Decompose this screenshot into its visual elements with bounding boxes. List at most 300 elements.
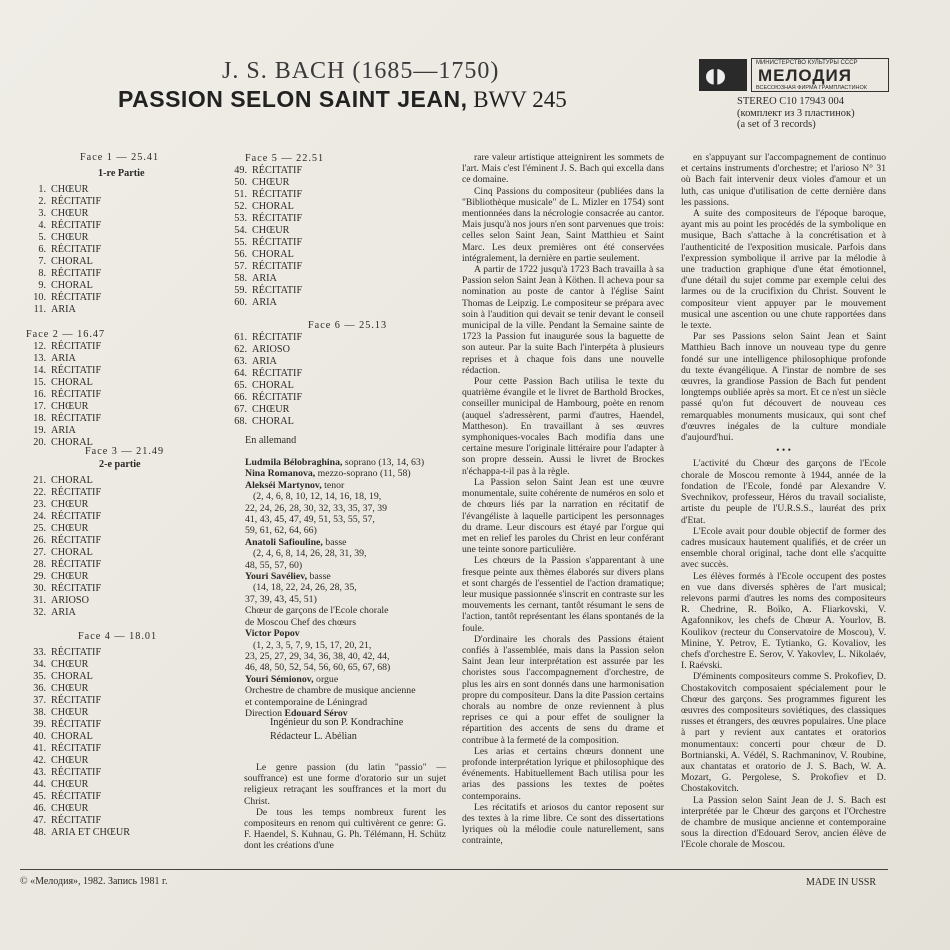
track-title: RÉCITATIF [51, 583, 102, 594]
track-title: RÉCITATIF [51, 559, 102, 570]
track-item [22, 353, 105, 365]
performer-detail: 22, 24, 26, 28, 30, 32, 33, 35, 37, 39 [245, 502, 388, 514]
track-number: 27. [33, 547, 46, 558]
track-title: RÉCITATIF [252, 189, 303, 200]
face-heading: Face 2 — 16.47 [26, 329, 106, 340]
track-number: 7. [38, 256, 46, 267]
performer-name: Victor Popov [245, 628, 300, 640]
performer-line [245, 640, 424, 651]
track-number: 23. [33, 499, 46, 510]
track-number: 58. [234, 273, 247, 284]
track-title: CHORAL [51, 475, 93, 486]
part-heading: 2-e partie [99, 459, 141, 470]
track-item [22, 707, 157, 719]
paragraph: • • • [776, 445, 791, 457]
track-title: RÉCITATIF [51, 815, 102, 826]
performer-name: Edouard Sérov [284, 707, 348, 719]
track-item [223, 392, 387, 404]
track-title: CHORAL [51, 731, 93, 742]
performer-detail: (14, 18, 22, 24, 26, 28, 35, [253, 582, 357, 594]
track-item [22, 365, 105, 377]
paragraph: L'Ecole avait pour double objectif de former des cadres musicaux hautement qualifiés, et de créer un ensemble choral original, tache dont elle s'acquitte avec succès. [681, 525, 886, 571]
melodiya-emblem-icon: ◖◗ [699, 59, 747, 91]
track-item [22, 341, 105, 353]
track-number: 57. [234, 261, 247, 272]
track-title: RÉCITATIF [252, 332, 303, 343]
track-number: 33. [33, 647, 46, 658]
track-title: CHORAL [252, 201, 294, 212]
face-heading: Face 6 — 25.13 [308, 320, 388, 331]
track-item [22, 244, 159, 256]
editor: Rédacteur L. Abélian [270, 731, 357, 742]
copyright: © «Мелодия», 1982. Запись 1981 г. [20, 876, 168, 887]
paragraph: Pour cette Passion Bach utilisa le texte du quatrième évangile et le livret de Barthold Brockes, conseiller municipal de Hambourg, poète en renom (auquel s'adressèrent, parmi d'autres, Haendel, Mattheson). En travaillant à ses œuvres symphoniques-vocales Bach modifia dans une certaine mesure l'originale littéraire pour l'adapter à son propre dessein. Aussi le livret de Brockes n'échappa-t-il pas à la règle. [462, 376, 664, 477]
track-item [22, 280, 159, 292]
track-number: 48. [33, 827, 46, 838]
track-item [22, 671, 157, 683]
performer-line [245, 525, 424, 536]
track-item [223, 213, 324, 225]
performer-line [245, 662, 424, 673]
track-number: 55. [234, 237, 247, 248]
track-item [223, 189, 324, 201]
performer-line [245, 560, 424, 571]
track-item [223, 225, 324, 237]
track-title: RÉCITATIF [51, 413, 102, 424]
paragraph: Les récitatifs et ariosos du cantor reposent sur des textes à la rime libre. Ce sont des dissertations lyriques où la mélodie coule naturellement, sans contrainte, [462, 801, 664, 847]
track-number: 60. [234, 297, 247, 308]
performer-detail: (2, 4, 6, 8, 14, 26, 28, 31, 39, [253, 548, 367, 560]
performer-name: Anatoli Safiouline, [245, 536, 323, 548]
performer-detail: 41, 43, 45, 47, 49, 51, 53, 55, 57, [245, 514, 375, 526]
performer-name: Youri Savéliev, [245, 571, 308, 583]
track-number: 64. [234, 368, 247, 379]
track-item [223, 201, 324, 213]
performer-detail: de Moscou Chef des chœurs [245, 616, 357, 628]
track-number: 19. [33, 425, 46, 436]
track-number: 45. [33, 791, 46, 802]
track-item [22, 743, 157, 755]
track-title: RÉCITATIF [51, 389, 102, 400]
performer-detail: (1, 2, 3, 5, 7, 9, 15, 17, 20, 21, [253, 639, 372, 651]
track-number: 61. [234, 332, 247, 343]
performer-name: Nina Romanova, [245, 468, 316, 480]
paragraph: A partir de 1722 jusqu'à 1723 Bach travailla à sa Passion selon Saint Jean à Köthen. Il acheva pour sa nomination au poste de cantor à l'église Saint Thomas de Leipzig. Le compositeur se prépara avec soin à l'audition qui devait se tenir devant le conseil municipal de la ville. Pendant la Semaine sainte de 1723 la Passion fut inaugurée sous la baguette de son auteur. Par la suite Bach l'interpéta à plusieurs reprises et à chaque fois dans une nouvelle rédaction. [462, 264, 664, 376]
track-title: RÉCITATIF [51, 511, 102, 522]
track-item [22, 559, 164, 571]
track-item [223, 237, 324, 249]
track-title: CHŒUR [51, 683, 89, 694]
track-title: CHORAL [51, 377, 93, 388]
track-title: RÉCITATIF [51, 535, 102, 546]
performer-detail: 46, 48, 50, 52, 54, 56, 60, 65, 67, 68) [245, 662, 391, 674]
track-number: 41. [33, 743, 46, 754]
track-title: CHŒUR [51, 755, 89, 766]
track-title: RÉCITATIF [51, 268, 102, 279]
track-title: CHORAL [51, 256, 93, 267]
track-item [223, 344, 387, 356]
track-title: RÉCITATIF [252, 285, 303, 296]
performer-line [245, 491, 424, 502]
track-number: 26. [33, 535, 46, 546]
track-number: 42. [33, 755, 46, 766]
performer-detail: 37, 39, 43, 45, 51) [245, 593, 317, 605]
track-item [223, 416, 387, 428]
track-title: RÉCITATIF [51, 719, 102, 730]
performer-line [245, 548, 424, 559]
paragraph: D'éminents compositeurs comme S. Prokofiev, D. Chostakovitch composaient spécialement pour le Chœur des garçons. Ses programmes figurent les œuvres des compositeurs soviétiques, des classiques russes et étrangers, des œuvres populaires. Une place à part y revient aux cantates et oratorios monumentaux: concerti pour chœur de D. Bortnianski, A. Védél, S. Rachmaninov, V. Roubine, aux chantatas et oratorio de J. S. Bach, W. A. Mozart, G. Pergolese, S. Prokofiev et D. Chostakovitch. [681, 671, 886, 795]
language-note: En allemand [245, 435, 297, 446]
track-number: 54. [234, 225, 247, 236]
track-title: RÉCITATIF [51, 695, 102, 706]
paragraph: Les chœurs de la Passion s'apparentant à une fresque peinte aux thèmes élaborés sur divers plans et sont chargés de l'essentiel de l'action dramatique; leur musique passionnée s'inscrit en contraste sur les mouvements les cernant, tantôt résumant le sens de l'action, tantôt représentant les élans spontanés de la foule. [462, 555, 664, 634]
track-title: CHORAL [51, 671, 93, 682]
face-1 [33, 152, 160, 316]
performer-detail: 59, 61, 62, 64, 66) [245, 525, 317, 537]
paragraph: Les arias et certains chœurs donnent une profonde interprétation lyrique et philosophique des événements. Habituellement Bach utilisa pour les arias des passions les textes de poètes contemporains. [462, 745, 664, 802]
track-item [223, 332, 387, 344]
track-title: CHŒUR [51, 571, 89, 582]
track-title: RÉCITATIF [252, 165, 303, 176]
track-title: CHŒUR [252, 404, 290, 415]
track-item [22, 220, 159, 232]
performer-line [245, 468, 424, 479]
performer-detail: 23, 25, 27, 29, 34, 36, 38, 40, 42, 44, [245, 650, 390, 662]
face-4 [33, 631, 158, 839]
track-title: RÉCITATIF [252, 368, 303, 379]
track-item [223, 404, 387, 416]
set-info-en: (a set of 3 records) [737, 119, 816, 130]
track-item [22, 571, 164, 583]
track-number: 49. [234, 165, 247, 176]
track-number: 4. [38, 220, 46, 231]
performer-detail: tenor [321, 479, 345, 491]
paragraph: De tous les temps nombreux furent les compositeurs en renom qui cultivèrent ce genre: G. F. Haendel, S. Kuhnau, G. Ph. Télémann, H. Schütz dont les créations d'une [244, 806, 446, 852]
track-number: 52. [234, 201, 247, 212]
performer-detail: orgue [313, 673, 339, 685]
performer-detail: et contemporaine de Léningrad [245, 696, 368, 708]
track-number: 14. [33, 365, 46, 376]
track-item [22, 695, 157, 707]
track-title: RÉCITATIF [51, 341, 102, 352]
track-item [22, 196, 159, 208]
track-item [223, 165, 324, 177]
performers-list [245, 457, 424, 719]
track-item [22, 487, 164, 499]
track-title: CHŒUR [51, 659, 89, 670]
performer-detail: basse [307, 571, 331, 583]
track-title: ARIA [51, 607, 76, 618]
track-title: CHŒUR [51, 232, 89, 243]
paragraph: A suite des compositeurs de l'époque baroque, ayant mis au point les procédés de la symbolique en musique, Bach s'attache à la concrétisation et à l'authenticité de l'exposition musicale. Parfois dans l'expression symbolique il arrive par la mélodie à une traduction graphique d'une état émotionnel, d'une détail du sujet comme par exemple celui des larmes ou de la crucifixion du Christ. Souvent le compositeur vient appuyer par le mouvement musical une ascention ou une chute rapportées dans le texte. [681, 208, 886, 332]
track-item [22, 184, 159, 196]
track-title: RÉCITATIF [51, 220, 102, 231]
logo-name: МЕЛОДИЯ [758, 66, 852, 85]
performer-line [245, 617, 424, 628]
track-number: 9. [38, 280, 46, 291]
paragraph: La Passion selon Saint Jean est une œuvre monumentale, suite cohérente de numéros en solo et de chœurs liés par la narration en récitatif de l'évangéliste à laquelle participent les personnages du drame. Leur discours est étayé par l'orgue qui met en relief les paroles du Christ en leur conférant une teinte sonore particulière. [462, 476, 664, 556]
track-number: 50. [234, 177, 247, 188]
track-title: CHŒUR [51, 208, 89, 219]
logo-ministry: МИНИСТЕРСТВО КУЛЬТУРЫ СССР [756, 60, 858, 66]
track-number: 39. [33, 719, 46, 730]
track-number: 43. [33, 767, 46, 778]
track-number: 16. [33, 389, 46, 400]
track-number: 44. [33, 779, 46, 790]
track-number: 62. [234, 344, 247, 355]
logo-firm: ВСЕСОЮЗНАЯ ФИРМА ГРАМПЛАСТИНОК [756, 85, 867, 91]
performer-detail: Orchestre de chambre de musique ancienne [245, 685, 416, 697]
track-title: RÉCITATIF [51, 196, 102, 207]
notes-column-2 [681, 152, 886, 851]
track-number: 13. [33, 353, 46, 364]
track-title: RÉCITATIF [252, 261, 303, 272]
track-item [22, 827, 157, 839]
track-item [22, 683, 157, 695]
face-5 [234, 153, 325, 309]
track-title: CHŒUR [51, 707, 89, 718]
track-number: 3. [38, 208, 46, 219]
track-item [22, 659, 157, 671]
track-title: CHŒUR [51, 803, 89, 814]
composer-title: J. S. BACH (1685—1750) [222, 58, 500, 84]
track-item [22, 547, 164, 559]
track-item [22, 803, 157, 815]
intro-text [244, 762, 446, 852]
performer-line [245, 571, 424, 582]
track-number: 15. [33, 377, 46, 388]
performer-line [245, 503, 424, 514]
track-number: 12. [33, 341, 46, 352]
track-number: 47. [33, 815, 46, 826]
track-number: 25. [33, 523, 46, 534]
face-heading: Face 1 — 25.41 [80, 152, 160, 163]
track-item [22, 208, 159, 220]
track-item [22, 511, 164, 523]
melodiya-logo-text [751, 58, 889, 92]
track-number: 1. [38, 184, 46, 195]
track-title: ARIOSO [252, 344, 290, 355]
face-heading: Face 3 — 21.49 [85, 446, 165, 457]
paragraph: Cinq Passions du compositeur (publiées dans la "Bibliothèque musicale" de L. Mizler en 1754) sont mentionnées dans la nécrologie consacrée au cantor. Mais jusqu'à nos jours n'en sont parvenues que trois: celles selon Saint Jean, Saint Matthieu et Saint Marc. Les deux premières ont été conservées intégralement, la dernière en partie seulement. [462, 185, 664, 264]
track-item [223, 380, 387, 392]
track-item [223, 177, 324, 189]
performer-name: Alekséi Martynov, [245, 479, 322, 491]
track-number: 6. [38, 244, 46, 255]
performer-name: Ludmila Bélobraghina, [245, 457, 343, 468]
track-number: 38. [33, 707, 46, 718]
face-6 [234, 320, 388, 428]
track-number: 18. [33, 413, 46, 424]
performer-line [245, 582, 424, 593]
performer-line [245, 605, 424, 616]
track-title: RÉCITATIF [51, 767, 102, 778]
track-item [22, 779, 157, 791]
performer-line [245, 457, 424, 468]
track-item [22, 607, 164, 619]
paragraph: L'activité du Chœur des garçons de l'Ecole chorale de Moscou remonte à 1944, année de la fondation de l'Ecole, fondé par Alexandre V. Svechnikov, professeur, Héros du travail socialiste, artiste du peuple de l'U.R.S.S., lauréat des prix d'Etat. [681, 458, 886, 526]
performer-detail: (2, 4, 6, 8, 10, 12, 14, 16, 18, 19, [253, 491, 382, 503]
track-number: 21. [33, 475, 46, 486]
track-title: CHORAL [252, 416, 294, 427]
track-item [22, 413, 105, 425]
track-number: 51. [234, 189, 247, 200]
paragraph: D'ordinaire les chorals des Passions étaient confiés à l'assemblée, mais dans la Passion selon Saint Jean leur interprétation est assurée par les choristes sous l'accompagnement d'orchestre, de plus les airs en sont donnés dans une harmonisation propre du compositeur. Dans la dite Passion certains chorals au nombre de onze reviennent à plus reprises ce qui a pour effet de souligner la répartition des accents de sens du drame et contribue à la fermeté de la composition. [462, 633, 664, 746]
track-item [22, 499, 164, 511]
track-title: CHORAL [51, 547, 93, 558]
catalog-info [737, 96, 855, 131]
track-item [22, 755, 157, 767]
track-title: RÉCITATIF [51, 647, 102, 658]
track-number: 28. [33, 559, 46, 570]
track-title: RÉCITATIF [252, 392, 303, 403]
track-title: CHORAL [51, 280, 93, 291]
track-item [22, 791, 157, 803]
performer-line [245, 628, 424, 639]
performer-line [245, 697, 424, 708]
track-number: 53. [234, 213, 247, 224]
track-item [223, 297, 324, 309]
track-item [22, 767, 157, 779]
paragraph: Les élèves formés à l'Ecole occupent des postes en vue dans diversés sphères de l'art musical; relevons parmi d'autres les noms des compositeurs R. Chedrine, R. Boïko, A. Fliarkovski, V. Agafonnikov, les chefs de Chœur A. Yourlov, B. Koulikov (recteur du Conservatoire de Moscou), V. Minine, Y. Petrov, E. Tytianko, G. Kovaliov, les chefs d'orchestre E. Serov, V. Yakovlev, L. Nikolaév, I. Raévski. [681, 570, 886, 672]
track-item [22, 268, 159, 280]
track-number: 37. [33, 695, 46, 706]
track-title: RÉCITATIF [252, 213, 303, 224]
work-catalog: BWV 245 [473, 87, 567, 112]
credits [270, 716, 403, 744]
track-number: 5. [38, 232, 46, 243]
track-number: 10. [33, 292, 46, 303]
work-title [118, 86, 567, 113]
track-item [22, 425, 105, 437]
track-title: ARIA [51, 353, 76, 364]
notes-column-1 [462, 152, 664, 847]
track-number: 32. [33, 607, 46, 618]
track-item [22, 304, 159, 316]
performer-detail: Chœur de garçons de l'Ecole chorale [245, 605, 389, 617]
performer-line [245, 480, 424, 491]
performer-line [245, 537, 424, 548]
footer-divider [20, 869, 888, 870]
track-item [223, 368, 387, 380]
track-item [223, 285, 324, 297]
track-item [22, 595, 164, 607]
track-title: RÉCITATIF [51, 791, 102, 802]
track-number: 24. [33, 511, 46, 522]
track-number: 22. [33, 487, 46, 498]
track-item [22, 535, 164, 547]
track-item [223, 273, 324, 285]
track-item [22, 583, 164, 595]
track-item [22, 719, 157, 731]
track-number: 56. [234, 249, 247, 260]
track-item [223, 249, 324, 261]
track-number: 67. [234, 404, 247, 415]
track-title: RÉCITATIF [51, 365, 102, 376]
track-number: 11. [33, 304, 46, 315]
track-title: CHŒUR [51, 184, 89, 195]
face-2 [26, 329, 105, 449]
track-number: 34. [33, 659, 46, 670]
part-heading: 1-re Partie [98, 168, 145, 179]
track-title: RÉCITATIF [252, 237, 303, 248]
track-title: CHŒUR [51, 499, 89, 510]
track-number: 36. [33, 683, 46, 694]
performer-line [245, 594, 424, 605]
performer-detail: basse [322, 536, 347, 548]
track-number: 68. [234, 416, 247, 427]
track-title: ARIA [252, 297, 277, 308]
track-number: 46. [33, 803, 46, 814]
track-number: 8. [38, 268, 46, 279]
track-title: RÉCITATIF [51, 244, 102, 255]
track-number: 2. [38, 196, 46, 207]
track-title: ARIA [51, 425, 76, 436]
track-title: CHŒUR [51, 523, 89, 534]
performer-detail: 48, 55, 57, 60) [245, 559, 303, 571]
track-title: ARIA [51, 304, 76, 315]
track-title: ARIA [252, 356, 277, 367]
track-item [22, 377, 105, 389]
track-item [22, 232, 159, 244]
face-3 [33, 446, 165, 619]
track-number: 40. [33, 731, 46, 742]
track-number: 65. [234, 380, 247, 391]
face-heading: Face 5 — 22.51 [245, 153, 325, 164]
track-number: 59. [234, 285, 247, 296]
track-number: 35. [33, 671, 46, 682]
track-item [22, 815, 157, 827]
paragraph: en s'appuyant sur l'accompagnement de continuo et certains instruments d'orchestre; et l'arioso N° 31 où Bach fait intervenir deux violes d'amour et un luth, cas unique d'utilisation de cette dernière dans les passions. [681, 152, 886, 208]
track-title: CHORAL [252, 249, 294, 260]
track-title: ARIA [252, 273, 277, 284]
track-item [22, 292, 159, 304]
face-heading: Face 4 — 18.01 [78, 631, 158, 642]
track-title: RÉCITATIF [51, 487, 102, 498]
performer-name: Youri Sémionov, [245, 673, 314, 685]
track-item [22, 256, 159, 268]
track-title: RÉCITATIF [51, 743, 102, 754]
made-in: MADE IN USSR [806, 877, 877, 888]
track-title: CHŒUR [252, 177, 290, 188]
track-item [22, 401, 105, 413]
track-title: CHŒUR [51, 401, 89, 412]
melodiya-logo [699, 58, 889, 92]
stereo-number: STEREO C10 17943 004 [737, 96, 845, 107]
track-number: 17. [33, 401, 46, 412]
track-item [22, 647, 157, 659]
performer-line [245, 685, 424, 696]
track-item [22, 523, 164, 535]
track-item [22, 475, 164, 487]
work-title-main: PASSION SELON SAINT JEAN, [118, 86, 468, 112]
track-item [22, 731, 157, 743]
paragraph: Le genre passion (du latin "passio" — souffrance) est une forme d'oratorio sur un sujet religieux retraçant les souffrances et la mort du Christ. [244, 762, 446, 807]
paragraph: Par ses Passions selon Saint Jean et Saint Matthieu Bach innove un nouveau type du genre fondé sur une intelligence philosophique profonde du texte évangélique. A l'instar de nombre de ses œuvres, la grandiose Passion de Bach fut pendent longtemps oubliée après sa mort. Et ce n'est un siècle passé qu'on fut découvert de nouveau ces remarquables monuments musicaux, qui sont chef d'œuvres inégales de la culture mondiale d'aujourd'hui. [681, 331, 886, 444]
track-title: CHŒUR [252, 225, 290, 236]
track-number: 30. [33, 583, 46, 594]
paragraph: La Passion selon Saint Jean de J. S. Bach est interprétée par le Chœur des garçons et l'Orchestre de chambre de musique ancienne et contemporaine sous la direction d'Edouard Serov, ancien élève de l'Ecole chorale de Moscou. [681, 794, 886, 851]
track-item [22, 389, 105, 401]
track-number: 29. [33, 571, 46, 582]
performer-detail: mezzo-soprano (11, 58) [315, 468, 411, 480]
performer-line [245, 651, 424, 662]
track-title: ARIA ET CHŒUR [51, 827, 131, 838]
track-title: RÉCITATIF [51, 292, 102, 303]
track-title: ARIOSO [51, 595, 89, 606]
track-number: 66. [234, 392, 247, 403]
performer-line [245, 674, 424, 685]
